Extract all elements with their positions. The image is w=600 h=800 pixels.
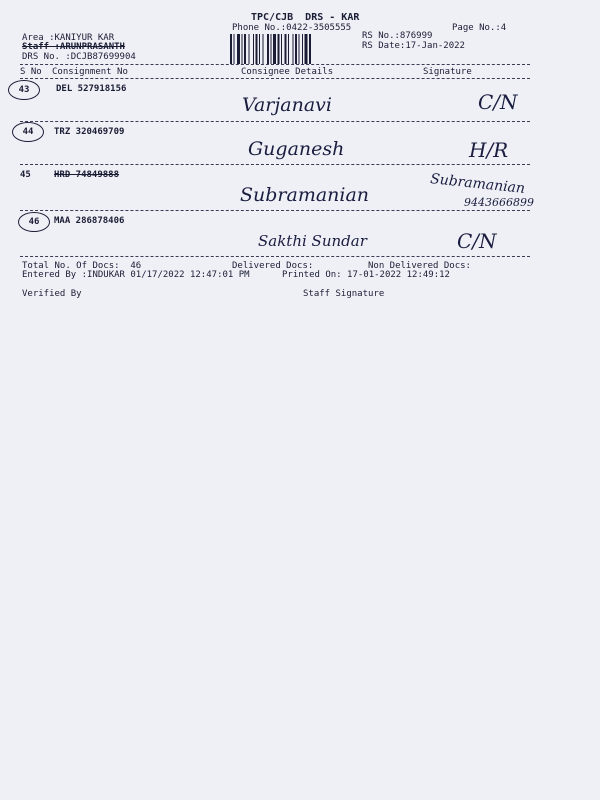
- rs-date: RS Date:17-Jan-2022: [362, 41, 465, 51]
- consignment-number: DEL 527918156: [56, 84, 127, 94]
- area-label: Area :KANIYUR KAR: [22, 33, 115, 43]
- staff-signature: Staff Signature: [303, 289, 385, 299]
- signature-mark: Subramanian: [429, 171, 526, 197]
- printed-on: Printed On: 17-01-2022 12:49:12: [282, 270, 450, 280]
- row-divider: [20, 164, 530, 165]
- page-number: Page No.:4: [452, 23, 507, 33]
- delivered-docs: Delivered Docs:: [232, 261, 314, 271]
- consignee-name: Sakthi Sundar: [258, 232, 367, 250]
- verified-by: Verified By: [22, 289, 82, 299]
- phone-number: Phone No.:0422-3505555: [232, 23, 352, 33]
- consignee-name: Subramanian: [240, 184, 370, 206]
- col-consignee: Consignee Details: [241, 67, 334, 77]
- col-consignment: Consignment No: [52, 67, 128, 77]
- signature-mark: C/N: [478, 90, 518, 114]
- entered-by: Entered By :INDUKAR 01/17/2022 12:47:01 PM: [22, 270, 250, 280]
- staff-label: Staff :ARUNPRASANTH: [22, 42, 125, 52]
- barcode-image: [230, 34, 354, 64]
- row-divider: [20, 256, 530, 257]
- consignment-number: HRD 74849888: [54, 170, 120, 180]
- col-sno: S No: [20, 67, 42, 77]
- sheet-title: TPC/CJB DRS - KAR: [251, 12, 360, 23]
- row-number: 45: [20, 170, 31, 180]
- row-number-circle: 44: [12, 122, 44, 142]
- consignee-name: Varjanavi: [242, 94, 332, 116]
- non-delivered-docs: Non Delivered Docs:: [368, 261, 471, 271]
- signature-mark: C/N: [457, 229, 497, 253]
- total-docs: Total No. Of Docs: 46: [22, 261, 142, 271]
- column-divider: [20, 78, 530, 79]
- row-divider: [20, 210, 530, 211]
- col-signature: Signature: [423, 67, 472, 77]
- row-number-circle: 46: [18, 212, 50, 232]
- header-divider: [20, 64, 530, 65]
- consignment-number: TRZ 320469709: [54, 127, 125, 137]
- signature-mark: H/R: [469, 138, 509, 162]
- consignee-name: Guganesh: [248, 138, 345, 160]
- rs-number: RS No.:876999: [362, 31, 433, 41]
- row-number-circle: 43: [8, 80, 40, 100]
- signature-phone: 9443666899: [464, 196, 534, 209]
- consignment-number: MAA 286878406: [54, 216, 125, 226]
- drs-number: DRS No. :DCJB87699904: [22, 52, 136, 62]
- row-divider: [20, 121, 530, 122]
